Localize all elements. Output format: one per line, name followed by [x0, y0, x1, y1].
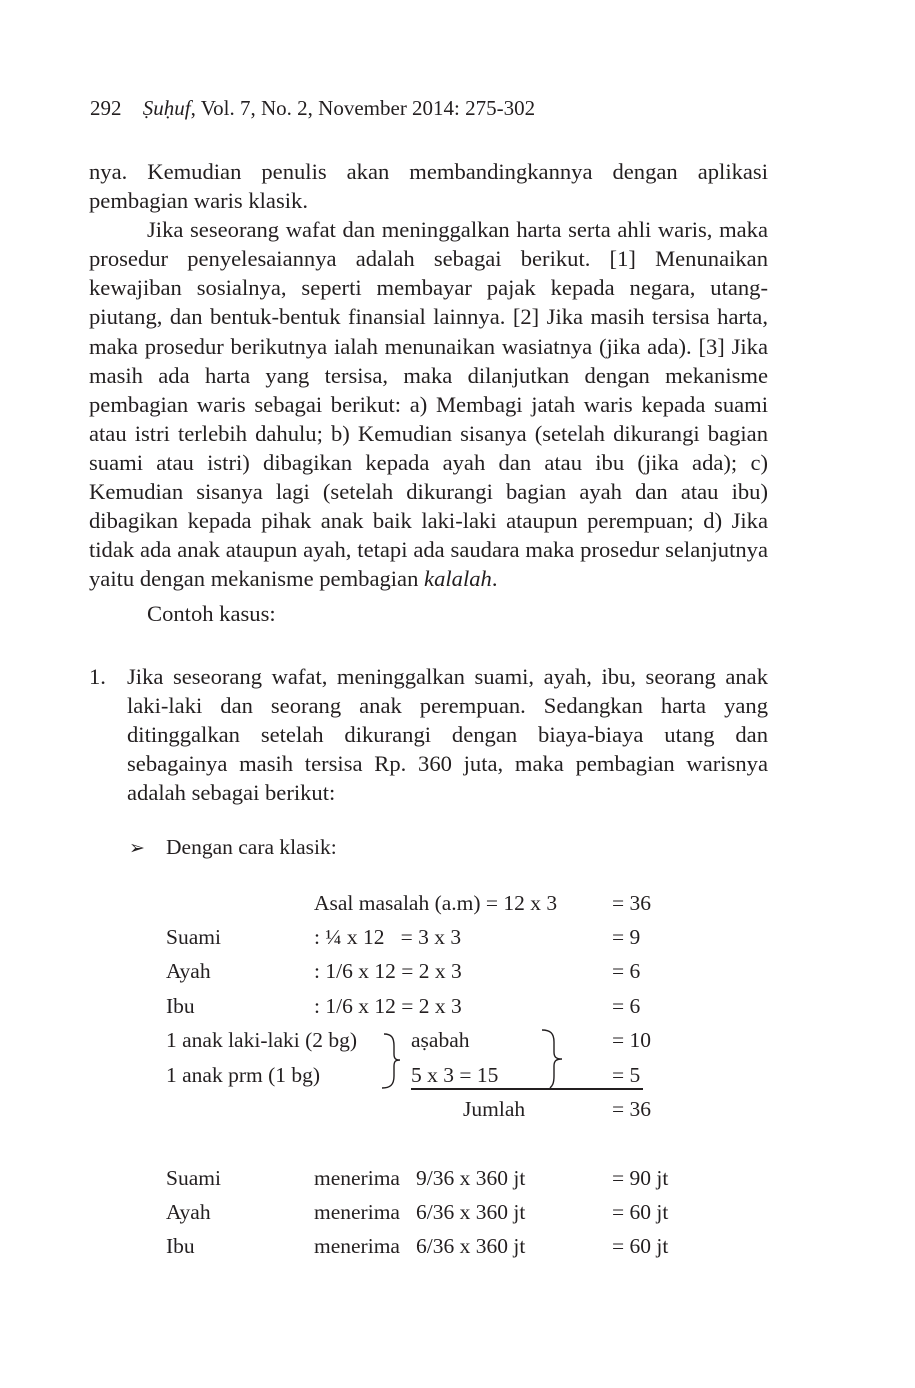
heir-name: 1 anak laki-laki (2 bg)	[166, 1028, 358, 1052]
left-brace-icon	[376, 1024, 408, 1096]
share-result: = 6	[612, 959, 641, 983]
journal-citation: , Vol. 7, No. 2, November 2014: 275-302	[190, 96, 536, 120]
heir-name: Ibu	[166, 994, 195, 1018]
heir-name: Ayah	[166, 1200, 211, 1224]
receive-verb: menerima	[314, 1234, 400, 1258]
receive-result: = 60 jt	[612, 1234, 669, 1258]
share-result: = 10	[612, 1028, 652, 1052]
bullet-text: Dengan cara klasik:	[166, 835, 337, 859]
paragraph-1: nya. Kemudian penulis akan membandingkannya dengan aplikasi pembagian waris klasik.	[89, 159, 768, 214]
share-formula: : 1/6 x 12 = 2 x 3	[314, 959, 462, 983]
total-result: = 36	[612, 1097, 652, 1121]
heir-name: 1 anak prm (1 bg)	[166, 1063, 321, 1087]
total-label: Jumlah	[463, 1097, 526, 1121]
receive-verb: menerima	[314, 1166, 400, 1190]
contoh-kasus-label: Contoh kasus:	[147, 601, 276, 627]
paragraph-2-end: .	[491, 566, 498, 592]
share-result: = 6	[612, 994, 641, 1018]
asal-masalah-result: = 36	[612, 891, 652, 915]
sum-underline	[411, 1088, 643, 1090]
journal-name: Ṣuḥuf	[142, 96, 191, 120]
numbered-list	[89, 662, 768, 807]
paragraph-2-text: Jika seseorang wafat dan meninggalkan harta serta ahli waris, maka prosedur penyelesaiannya adalah sebagai berikut. [1] Menunaikan kewajiban sosialnya, seperti membayar pajak kepada negara, utang-piutang, dan bentuk-bentuk finansial lainnya. [2] Jika masih tersisa harta, maka prosedur berikutnya ialah menunaikan wasiatnya (jika ada). [3] Jika masih ada harta yang tersisa, maka dilanjutkan dengan mekanisme pembagian waris sebagai berikut: a) Membagi jatah waris kepada suami atau istri terlebih dahulu; b) Kemudian sisanya (setelah dikurangi bagian suami atau istri) dibagikan kepada ayah dan atau ibu (jika ada); c) Kemudian sisanya lagi (setelah dikurangi bagian ayah dan atau ibu) dibagikan kepada pihak anak baik laki-laki ataupun perempuan; d) Jika tidak ada anak ataupun ayah, tetapi ada saudara maka prosedur selanjutnya yaitu dengan mekanisme pembagian	[89, 217, 768, 592]
list-item-number: 1.	[89, 664, 106, 689]
running-header	[90, 96, 535, 121]
paragraph-2-italic-term: kalalah	[424, 566, 492, 592]
asabah-label: aṣabah	[411, 1028, 470, 1052]
share-result: = 9	[612, 925, 641, 949]
asal-masalah-label: Asal masalah (a.m) = 12 x 3	[314, 891, 558, 915]
body-text	[89, 157, 768, 629]
receive-result: = 60 jt	[612, 1200, 669, 1224]
receive-verb: menerima	[314, 1200, 400, 1224]
receive-formula: 6/36 x 360 jt	[416, 1234, 526, 1258]
share-formula: : ¼ x 12 = 3 x 3	[314, 925, 462, 949]
receive-formula: 6/36 x 360 jt	[416, 1200, 526, 1224]
page-number: 292	[90, 96, 122, 120]
share-result: = 5	[612, 1063, 641, 1087]
heir-name: Suami	[166, 1166, 221, 1190]
paragraph-2	[89, 215, 768, 593]
heir-name: Suami	[166, 925, 221, 949]
heir-name: Ayah	[166, 959, 211, 983]
heir-name: Ibu	[166, 1234, 195, 1258]
list-item-text: Jika seseorang wafat, meninggalkan suami, ayah, ibu, seorang anak laki-laki dan seorang anak perempuan. Sedangkan harta yang ditinggalkan setelah dikurangi dengan biaya-biaya utang dan sebagainya masih tersisa Rp. 360 juta, maka pembagian warisnya adalah sebagai berikut:	[127, 664, 768, 806]
arrow-bullet-icon: ➢	[129, 838, 145, 859]
receive-formula: 9/36 x 360 jt	[416, 1166, 526, 1190]
asabah-calc: 5 x 3 = 15	[411, 1063, 499, 1087]
right-brace-icon	[536, 1024, 570, 1096]
receive-result: = 90 jt	[612, 1166, 669, 1190]
share-formula: : 1/6 x 12 = 2 x 3	[314, 994, 462, 1018]
